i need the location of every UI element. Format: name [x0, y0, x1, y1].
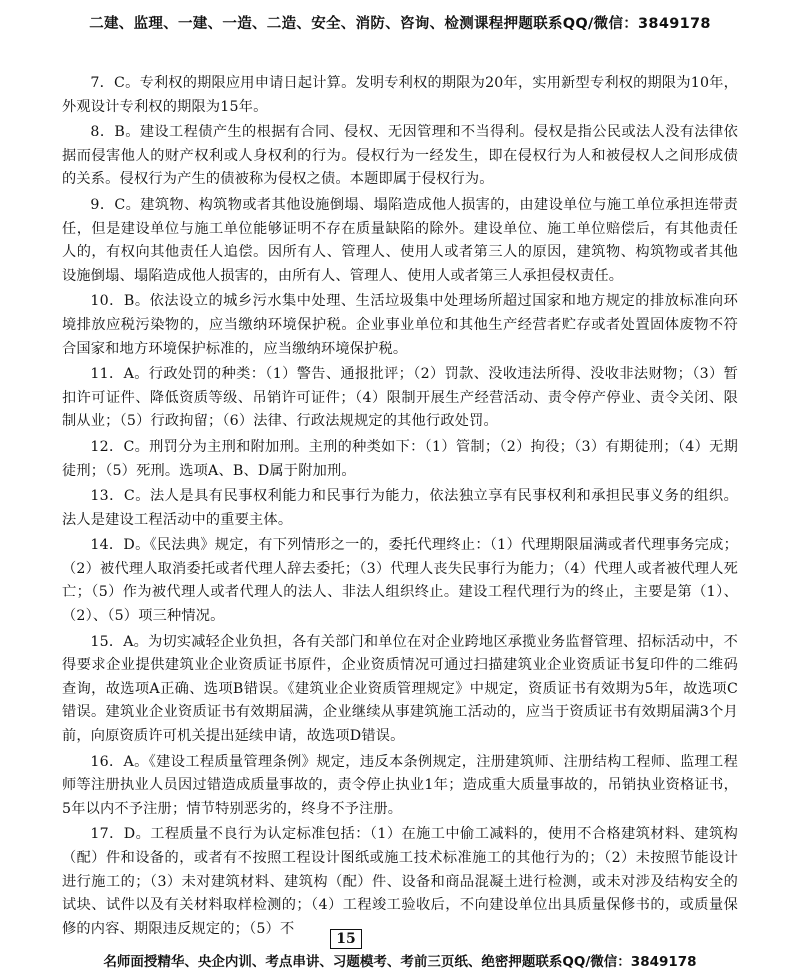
- answer-paragraph-17: 17．D。工程质量不良行为认定标准包括：（1）在施工中偷工减料的，使用不合格建筑材料、建筑构（配）件和设备的，或者有不按照工程设计图纸或施工技术标准施工的其他行为的；（2）未按照节能设计进行施工的；（3）未对建筑材料、建筑构（配）件、设备和商品混凝土进行检测，或未对涉及结构安全的试块、试件以及有关材料取样检测的；（4）工程竣工验收后，不向建设单位出具质量保修书的，或质量保修的内容、期限违反规定的；（5）不: [62, 826, 738, 937]
- answer-paragraph-16: 16．A。《建设工程质量管理条例》规定，违反本条例规定，注册建筑师、注册结构工程师、监理工程师等注册执业人员因过错造成质量事故的，责令停止执业1年；造成重大质量事故的，吊销执业资格证书，5年以内不予注册；情节特别恶劣的，终身不予注册。: [62, 753, 738, 817]
- answer-explanations: [62, 72, 738, 943]
- page-header-banner: 二建、监理、一建、一造、二造、安全、消防、咨询、检测课程押题联系QQ/微信：3849178: [89, 16, 711, 32]
- answer-paragraph-8: 8．B。建设工程债产生的根据有合同、侵权、无因管理和不当得利。侵权是指公民或法人没有法律依据而侵害他人的财产权利或人身权利的行为。侵权行为一经发生，即在侵权行为人和被侵权人之间形成债的关系。侵权行为产生的债被称为侵权之债。本题即属于侵权行为。: [62, 124, 738, 188]
- answer-paragraph-7: 7．C。专利权的期限应用申请日起计算。发明专利权的期限为20年，实用新型专利权的期限为10年，外观设计专利权的期限为15年。: [62, 75, 738, 115]
- answer-paragraph-11: 11．A。行政处罚的种类：（1）警告、通报批评；（2）罚款、没收违法所得、没收非法财物；（3）暂扣许可证件、降低资质等级、吊销许可证件；（4）限制开展生产经营活动、责令停产停业、责令关闭、限制从业；（5）行政拘留；（6）法律、行政法规规定的其他行政处罚。: [62, 366, 738, 430]
- answer-paragraph-14: 14．D。《民法典》规定，有下列情形之一的，委托代理终止：（1）代理期限届满或者代理事务完成；（2）被代理人取消委托或者代理人辞去委托；（3）代理人丧失民事行为能力；（4）代理人或者被代理人死亡；（5）作为被代理人或者代理人的法人、非法人组织终止。建设工程代理行为的终止，主要是第（1）、（2）、（5）项三种情况。: [62, 537, 738, 625]
- page-number: 15: [330, 929, 362, 949]
- answer-paragraph-10: 10．B。依法设立的城乡污水集中处理、生活垃圾集中处理场所超过国家和地方规定的排放标准向环境排放应税污染物的，应当缴纳环境保护税。企业事业单位和其他生产经营者贮存或者处置固体废物不符合国家和地方环境保护标准的，应当缴纳环境保护税。: [62, 293, 738, 357]
- answer-paragraph-12: 12．C。刑罚分为主刑和附加刑。主刑的种类如下：（1）管制；（2）拘役；（3）有期徒刑；（4）无期徒刑；（5）死刑。选项A、B、D属于附加刑。: [62, 438, 738, 479]
- answer-paragraph-13: 13．C。法人是具有民事权利能力和民事行为能力，依法独立享有民事权利和承担民事义务的组织。法人是建设工程活动中的重要主体。: [62, 488, 738, 528]
- answer-paragraph-15: 15．A。为切实减轻企业负担，各有关部门和单位在对企业跨地区承揽业务监督管理、招标活动中，不得要求企业提供建筑业企业资质证书原件，企业资质情况可通过扫描建筑业企业资质证书复印件的二维码查询，故选项A正确、选项B错误。《建筑业企业资质管理规定》中规定，资质证书有效期为5年，故选项C错误。建筑业企业资质证书有效期届满，企业继续从事建筑施工活动的，应当于资质证书有效期届满3个月前，向原资质许可机关提出延续申请，故选项D错误。: [62, 633, 738, 745]
- page-footer-banner: 名师面授精华、央企内训、考点串讲、习题模考、考前三页纸、绝密押题联系QQ/微信：3849178: [103, 954, 697, 970]
- answer-paragraph-9: 9．C。建筑物、构筑物或者其他设施倒塌、塌陷造成他人损害的，由建设单位与施工单位承担连带责任，但是建设单位与施工单位能够证明不存在质量缺陷的除外。建设单位、施工单位赔偿后，有其他责任人的，有权向其他责任人追偿。因所有人、管理人、使用人或者第三人的原因，建筑物、构筑物或者其他设施倒塌、塌陷造成他人损害的，由所有人、管理人、使用人或者第三人承担侵权责任。: [62, 196, 738, 284]
